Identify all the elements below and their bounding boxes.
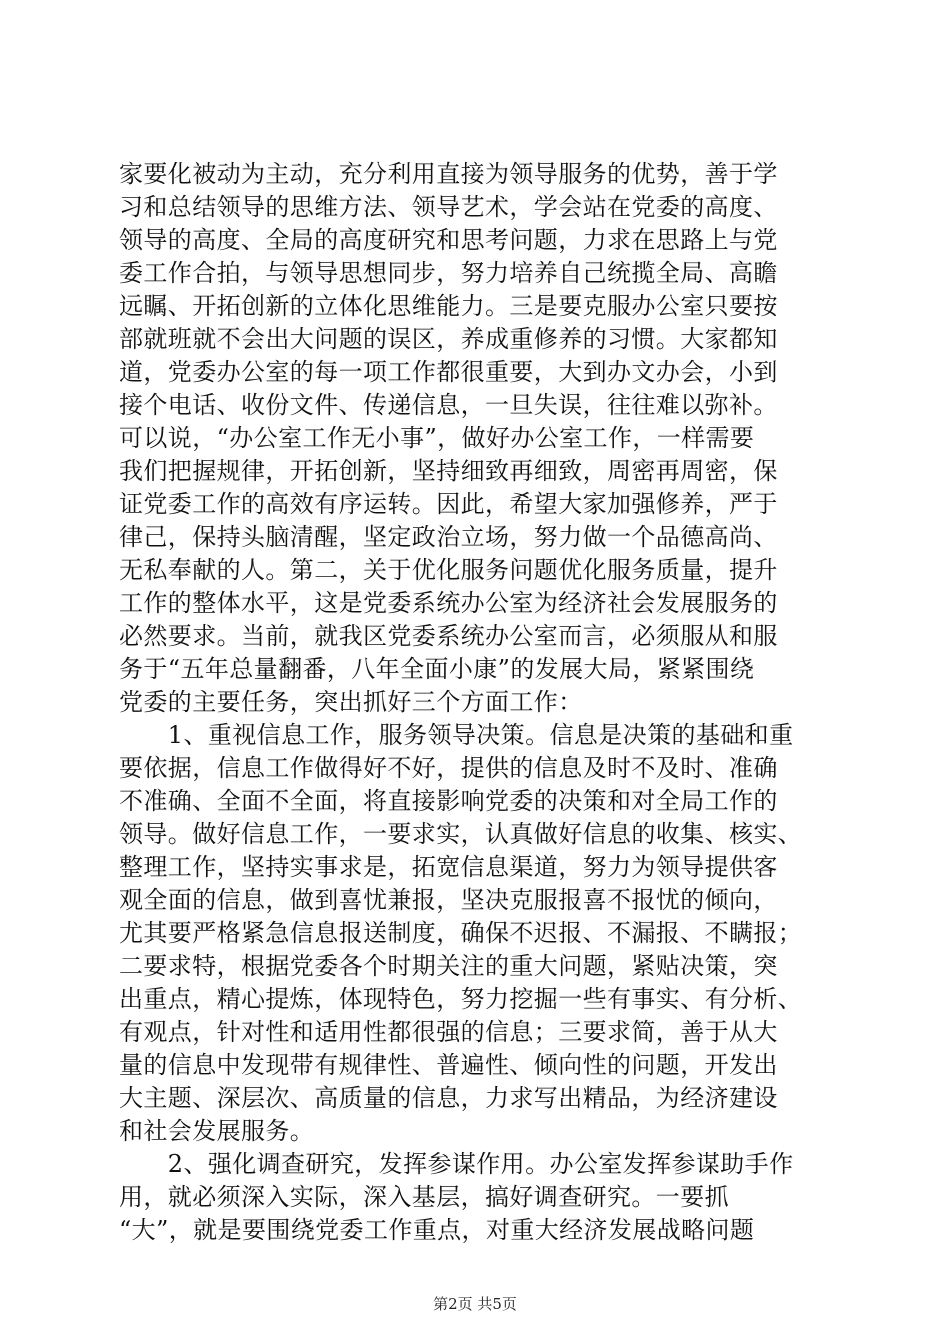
- text-line: 工作的整体水平，这是党委系统办公室为经济社会发展服务的: [119, 589, 778, 617]
- text-line: 大主题、深层次、高质量的信息，力求写出精品，为经济建设: [119, 1084, 778, 1112]
- text-line: 律己，保持头脑清醒，坚定政治立场，努力做一个品德高尚、: [119, 523, 778, 551]
- text-line: 道，党委办公室的每一项工作都很重要，大到办文办会，小到: [119, 358, 778, 386]
- text-line: 党委的主要任务，突出抓好三个方面工作：: [119, 688, 583, 716]
- text-line: 部就班就不会出大问题的误区，养成重修养的习惯。大家都知: [119, 325, 778, 353]
- text-line: 我们把握规律，开拓创新，坚持细致再细致，周密再周密，保: [119, 457, 778, 485]
- text-line: 领导的高度、全局的高度研究和思考问题，力求在思路上与党: [119, 226, 778, 254]
- text-line: 无私奉献的人。第二，关于优化服务问题优化服务质量，提升: [119, 556, 778, 584]
- text-line: 观全面的信息，做到喜忧兼报，坚决克服报喜不报忧的倾向，: [119, 886, 778, 914]
- text-line: 出重点，精心提炼，体现特色，努力挖掘一些有事实、有分析、: [119, 985, 803, 1013]
- body-text: [119, 158, 839, 1247]
- text-line: 1、重视信息工作，服务领导决策。信息是决策的基础和重: [119, 721, 794, 749]
- text-line: 2、强化调查研究，发挥参谋作用。办公室发挥参谋助手作: [119, 1150, 794, 1178]
- text-line: 有观点，针对性和适用性都很强的信息；三要求简，善于从大: [119, 1018, 778, 1046]
- text-line: 用，就必须深入实际，深入基层，搞好调查研究。一要抓: [119, 1183, 729, 1211]
- page-number-footer: 第2页 共5页: [433, 1295, 517, 1313]
- text-line: 领导。做好信息工作，一要求实，认真做好信息的收集、核实、: [119, 820, 803, 848]
- text-line: 必然要求。当前，就我区党委系统办公室而言，必须服从和服: [119, 622, 778, 650]
- text-line: 可以说，“办公室工作无小事”，做好办公室工作，一样需要: [119, 424, 755, 452]
- text-line: 量的信息中发现带有规律性、普遍性、倾向性的问题，开发出: [119, 1051, 778, 1079]
- text-line: 不准确、全面不全面，将直接影响党委的决策和对全局工作的: [119, 787, 778, 815]
- text-line: 二要求特，根据党委各个时期关注的重大问题，紧贴决策，突: [119, 952, 778, 980]
- text-line: 和社会发展服务。: [119, 1117, 315, 1145]
- text-line: 尤其要严格紧急信息报送制度，确保不迟报、不漏报、不瞒报；: [119, 919, 803, 947]
- text-line: 务于“五年总量翻番，八年全面小康”的发展大局，紧紧围绕: [119, 655, 755, 683]
- text-line: 家要化被动为主动，充分利用直接为领导服务的优势，善于学: [119, 160, 778, 188]
- text-line: 接个电话、收份文件、传递信息，一旦失误，往往难以弥补。: [119, 391, 778, 419]
- text-line: “大”，就是要围绕党委工作重点，对重大经济发展战略问题: [119, 1216, 755, 1244]
- text-line: 证党委工作的高效有序运转。因此，希望大家加强修养，严于: [119, 490, 778, 518]
- text-line: 整理工作，坚持实事求是，拓宽信息渠道，努力为领导提供客: [119, 853, 778, 881]
- text-line: 远瞩、开拓创新的立体化思维能力。三是要克服办公室只要按: [119, 292, 778, 320]
- text-line: 习和总结领导的思维方法、领导艺术，学会站在党委的高度、: [119, 193, 778, 221]
- text-line: 委工作合拍，与领导思想同步，努力培养自己统揽全局、高瞻: [119, 259, 778, 287]
- text-line: 要依据，信息工作做得好不好，提供的信息及时不及时、准确: [119, 754, 778, 782]
